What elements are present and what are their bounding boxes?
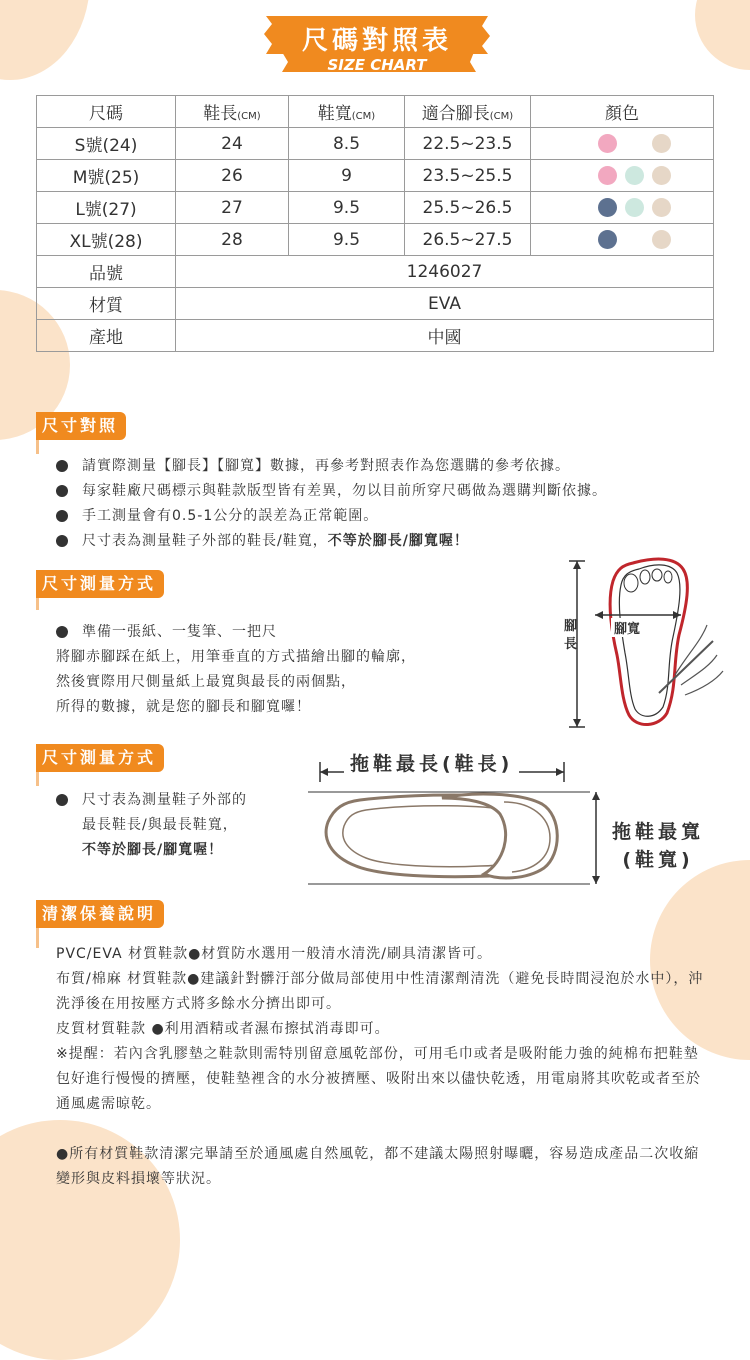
cell-length: 28 <box>176 224 289 256</box>
table-row <box>37 288 714 320</box>
slipper-length-label: 拖鞋最長(鞋長) <box>344 749 519 776</box>
list-item: 每家鞋廠尺碼標示與鞋款版型皆有差異，勿以目前所穿尺碼做為選購判斷依據。 <box>56 479 716 504</box>
decor-circle-top-right <box>695 0 750 70</box>
cell-length: 27 <box>176 192 289 224</box>
slipper-width-label: 拖鞋最寬 (鞋寬) <box>612 821 705 871</box>
cell-size: XL號(28) <box>37 224 176 256</box>
info-label: 品號 <box>37 256 176 288</box>
foot-length-label: 腳長 <box>564 619 578 652</box>
info-value: EVA <box>176 288 714 320</box>
cell-size: L號(27) <box>37 192 176 224</box>
info-value: 中國 <box>176 320 714 352</box>
color-swatch <box>652 230 671 249</box>
care-paragraph: PVC/EVA 材質鞋款●材質防水選用一般清水清洗/刷具清潔皆可。 <box>56 946 492 962</box>
care-paragraph: 皮質材質鞋款 ●利用酒精或者濕布擦拭消毒即可。 <box>56 1021 390 1037</box>
cell-colors <box>531 192 714 224</box>
section-tag-measure-method: 尺寸測量方式 <box>36 570 164 598</box>
color-swatch <box>652 134 671 153</box>
cell-size: S號(24) <box>37 128 176 160</box>
foot-width-label: 腳寬 <box>611 618 643 637</box>
cell-width: 9.5 <box>289 224 405 256</box>
color-swatch <box>652 166 671 185</box>
list-item: 尺寸表為測量鞋子外部的鞋長/鞋寬，不等於腳長/腳寬喔！ <box>56 529 716 554</box>
size-table <box>36 95 714 352</box>
cell-width: 9.5 <box>289 192 405 224</box>
table-row <box>37 224 714 256</box>
table-row <box>37 128 714 160</box>
color-swatch <box>598 198 617 217</box>
table-row <box>37 192 714 224</box>
list-item: 尺寸表為測量鞋子外部的 <box>56 788 247 813</box>
section-tag-size-reference: 尺寸對照 <box>36 412 126 440</box>
size-reference-notes <box>56 454 716 554</box>
title-banner <box>262 14 492 76</box>
color-swatch <box>625 198 644 217</box>
care-paragraph: ●所有材質鞋款清潔完畢請至於通風處自然風乾，都不建議太陽照射曝曬，容易造成產品二次收縮變形與皮料損壞等狀況。 <box>56 1146 700 1187</box>
slipper-measure-text: 尺寸表為測量鞋子外部的 最長鞋長/與最長鞋寬， 不等於腳長/腳寬喔！ <box>56 788 247 863</box>
color-swatch <box>598 134 617 153</box>
cell-length: 24 <box>176 128 289 160</box>
measure-method-paragraph: 將腳赤腳踩在紙上，用筆垂直的方式描繪出腳的輪廓， 然後實際用尺側量紙上最寬與最長的兩個點， 所得的數據，就是您的腳長和腳寬囉！ <box>56 649 416 715</box>
cell-foot: 25.5~26.5 <box>405 192 531 224</box>
list-item: 準備一張紙、一隻筆、一把尺 <box>56 620 277 645</box>
header-size: 尺碼 <box>37 96 176 128</box>
color-swatch <box>598 230 617 249</box>
foot-measure-diagram <box>555 555 730 735</box>
cell-width: 9 <box>289 160 405 192</box>
list-item: 請實際測量【腳長】【腳寬】數據，再參考對照表作為您選購的參考依據。 <box>56 454 716 479</box>
section-tag-care: 清潔保養說明 <box>36 900 164 928</box>
page-subtitle: SIZE CHART <box>327 56 427 74</box>
header-shoe-length: 鞋長(CM) <box>176 96 289 128</box>
info-label: 產地 <box>37 320 176 352</box>
color-swatch <box>598 166 617 185</box>
slipper-measure-diagram <box>300 758 610 888</box>
section-tag-measure-method-2: 尺寸測量方式 <box>36 744 164 772</box>
cell-foot: 26.5~27.5 <box>405 224 531 256</box>
info-value: 1246027 <box>176 256 714 288</box>
table-row <box>37 320 714 352</box>
header-foot-length: 適合腳長(CM) <box>405 96 531 128</box>
decor-circle-top-left <box>0 0 90 80</box>
care-instructions <box>56 942 711 1192</box>
color-swatch <box>652 198 671 217</box>
page-title: 尺碼對照表 <box>301 26 452 56</box>
cell-length: 26 <box>176 160 289 192</box>
color-swatch <box>625 134 644 153</box>
header-color: 顏色 <box>531 96 714 128</box>
cell-colors <box>531 224 714 256</box>
list-item: 手工測量會有0.5-1公分的誤差為正常範圍。 <box>56 504 716 529</box>
care-paragraph: ※提醒：若內含乳膠墊之鞋款則需特別留意風乾部份，可用毛巾或者是吸附能力強的純棉布把鞋墊包好進行慢慢的擠壓，使鞋墊裡含的水分被擠壓、吸附出來以儘快乾透，用電扇將其吹乾或者至於通風處需晾乾。 <box>56 1046 701 1112</box>
cell-foot: 22.5~23.5 <box>405 128 531 160</box>
cell-width: 8.5 <box>289 128 405 160</box>
color-swatch <box>625 230 644 249</box>
cell-colors <box>531 160 714 192</box>
table-row <box>37 160 714 192</box>
color-swatch <box>625 166 644 185</box>
cell-colors <box>531 128 714 160</box>
table-header-row <box>37 96 714 128</box>
cell-foot: 23.5~25.5 <box>405 160 531 192</box>
table-row <box>37 256 714 288</box>
cell-size: M號(25) <box>37 160 176 192</box>
header-shoe-width: 鞋寬(CM) <box>289 96 405 128</box>
info-label: 材質 <box>37 288 176 320</box>
care-paragraph: 布質/棉麻 材質鞋款●建議針對髒汙部分做局部使用中性清潔劑清洗（避免長時間浸泡於水中），沖洗淨後在用按壓方式將多餘水分擠出即可。 <box>56 971 704 1012</box>
measure-method-text <box>56 620 277 645</box>
